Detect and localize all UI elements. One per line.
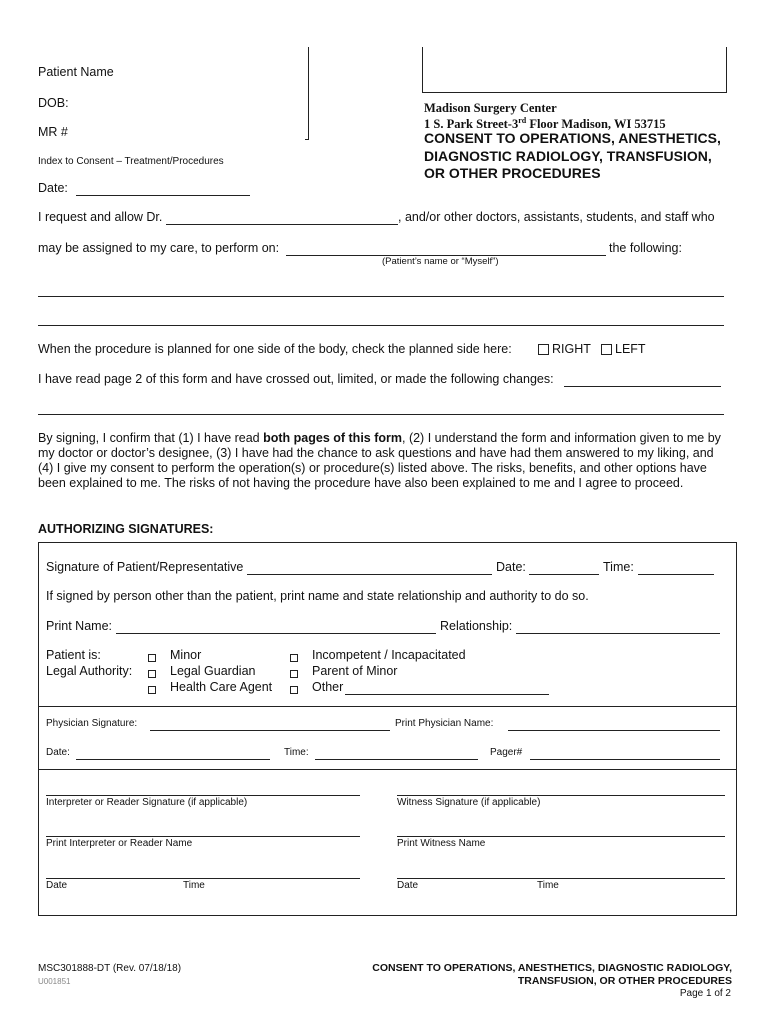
request-line2-prefix: may be assigned to my care, to perform on: bbox=[38, 241, 280, 255]
minor-checkbox[interactable] bbox=[148, 654, 156, 662]
physician-date-field[interactable] bbox=[76, 745, 270, 760]
form-title-line-2: DIAGNOSTIC RADIOLOGY, TRANSFUSION, bbox=[424, 148, 712, 164]
print-interpreter-label: Print Interpreter or Reader Name bbox=[46, 838, 193, 849]
incompetent-checkbox[interactable] bbox=[290, 654, 298, 662]
physician-signature-field[interactable] bbox=[150, 716, 390, 731]
confirm-line-3: (4) I give my consent to perform the operation(s) or procedure(s) listed above. The risks, benefits, and other options have bbox=[38, 461, 707, 475]
doctor-name-field[interactable] bbox=[166, 210, 398, 225]
patient-box-right-border bbox=[308, 47, 309, 139]
left-side-checkbox[interactable] bbox=[601, 344, 612, 355]
minor-label: Minor bbox=[170, 648, 202, 662]
interpreter-signature-label: Interpreter or Reader Signature (if applicable) bbox=[46, 797, 248, 808]
side-label: When the procedure is planned for one side of the body, check the planned side here: bbox=[38, 342, 512, 356]
changes-field-1[interactable] bbox=[564, 372, 721, 387]
request-prefix: I request and allow Dr. bbox=[38, 210, 163, 224]
other-field[interactable] bbox=[345, 680, 549, 695]
confirm-text-1: By signing, I confirm that (1) I have read bbox=[38, 431, 264, 445]
print-interpreter-field[interactable] bbox=[46, 822, 360, 837]
request-line2-suffix: the following: bbox=[609, 241, 682, 255]
confirm-line-2: my doctor or doctor’s designee, (3) I have had the chance to ask questions and have had them answered to my liking, and bbox=[38, 446, 714, 460]
witness-time-label: Time bbox=[537, 880, 559, 891]
patient-date-field[interactable] bbox=[529, 560, 599, 575]
witness-signature-field[interactable] bbox=[397, 781, 725, 796]
health-care-agent-label: Health Care Agent bbox=[170, 680, 273, 694]
legal-guardian-label: Legal Guardian bbox=[170, 664, 256, 678]
patient-time-field[interactable] bbox=[638, 560, 714, 575]
patient-name-field[interactable] bbox=[286, 241, 606, 256]
patient-date-label: Date: bbox=[496, 560, 526, 574]
patient-signature-label: Signature of Patient/Representative bbox=[46, 560, 244, 574]
witness-date-label: Date bbox=[397, 880, 419, 891]
legal-guardian-checkbox[interactable] bbox=[148, 670, 156, 678]
authorizing-heading: AUTHORIZING SIGNATURES: bbox=[38, 522, 214, 536]
changes-label: I have read page 2 of this form and have crossed out, limited, or made the following changes: bbox=[38, 372, 554, 386]
physician-signature-label: Physician Signature: bbox=[46, 718, 138, 729]
procedure-line-1[interactable] bbox=[38, 282, 724, 297]
form-title-line-1: CONSENT TO OPERATIONS, ANESTHETICS, bbox=[424, 130, 721, 146]
header-box-bottom-border bbox=[422, 92, 726, 93]
interpreter-date-time-field[interactable] bbox=[46, 864, 360, 879]
center-name: Madison Surgery Center bbox=[424, 101, 557, 115]
relationship-label: Relationship: bbox=[440, 619, 513, 633]
mr-label: MR # bbox=[38, 125, 68, 139]
other-label: Other bbox=[312, 680, 344, 694]
left-side-label: LEFT bbox=[615, 342, 646, 356]
footer-title-line-2: TRANSFUSION, OR OTHER PROCEDURES bbox=[517, 975, 732, 987]
page-number: Page 1 of 2 bbox=[679, 988, 731, 999]
header-box-left-border bbox=[422, 47, 423, 93]
patient-name-label: Patient Name bbox=[38, 65, 114, 79]
incompetent-label: Incompetent / Incapacitated bbox=[312, 648, 466, 662]
form-code: U001851 bbox=[38, 977, 71, 986]
patient-signature-field[interactable] bbox=[247, 560, 492, 575]
changes-field-2[interactable] bbox=[38, 400, 724, 415]
form-number: MSC301888-DT (Rev. 07/18/18) bbox=[38, 963, 182, 974]
print-witness-label: Print Witness Name bbox=[397, 838, 486, 849]
parent-of-minor-label: Parent of Minor bbox=[312, 664, 398, 678]
physician-divider-bottom bbox=[38, 769, 736, 770]
physician-divider-top bbox=[38, 706, 736, 707]
interpreter-signature-field[interactable] bbox=[46, 781, 360, 796]
witness-signature-label: Witness Signature (if applicable) bbox=[397, 797, 541, 808]
confirm-line-1 bbox=[38, 431, 738, 446]
pager-label: Pager# bbox=[490, 747, 523, 758]
footer-title-line-1: CONSENT TO OPERATIONS, ANESTHETICS, DIAGNOSTIC RADIOLOGY, bbox=[372, 962, 732, 974]
patient-time-label: Time: bbox=[603, 560, 634, 574]
print-witness-field[interactable] bbox=[397, 822, 725, 837]
footer-title bbox=[300, 962, 732, 988]
header-box-right-border bbox=[726, 47, 727, 93]
patient-is-label: Patient is: bbox=[46, 648, 101, 662]
patient-box-bottom-border bbox=[305, 139, 309, 140]
physician-date-label: Date: bbox=[46, 747, 70, 758]
physician-time-field[interactable] bbox=[315, 745, 478, 760]
right-side-label: RIGHT bbox=[552, 342, 591, 356]
confirm-text-1-end: , (2) I understand the form and information given to me by bbox=[402, 431, 721, 445]
address-superscript: rd bbox=[518, 116, 527, 125]
confirm-bold: both pages of this form bbox=[263, 431, 402, 445]
right-side-checkbox[interactable] bbox=[538, 344, 549, 355]
legal-authority-label: Legal Authority: bbox=[46, 664, 133, 678]
procedure-line-2[interactable] bbox=[38, 311, 724, 326]
physician-time-label: Time: bbox=[284, 747, 309, 758]
pager-field[interactable] bbox=[530, 745, 720, 760]
confirm-line-4: been explained to me. The risks of not having the procedure have also been explained to me and I agree to proceed. bbox=[38, 476, 684, 490]
relationship-field[interactable] bbox=[516, 619, 720, 634]
patient-name-hint: (Patient’s name or “Myself”) bbox=[382, 256, 499, 267]
interpreter-time-label: Time bbox=[183, 880, 205, 891]
interpreter-date-label: Date bbox=[46, 880, 68, 891]
health-care-agent-checkbox[interactable] bbox=[148, 686, 156, 694]
address-part-2: Floor Madison, WI 53715 bbox=[526, 117, 666, 132]
form-title-line-3: OR OTHER PROCEDURES bbox=[424, 165, 601, 181]
print-name-label: Print Name: bbox=[46, 619, 112, 633]
confirm-paragraph bbox=[38, 431, 738, 491]
date-field[interactable] bbox=[76, 181, 250, 196]
date-label: Date: bbox=[38, 181, 68, 195]
print-physician-name-label: Print Physician Name: bbox=[395, 718, 494, 729]
other-person-instruction: If signed by person other than the patient, print name and state relationship and authority to do so. bbox=[46, 589, 589, 603]
address-part-1: 1 S. Park Street-3 bbox=[424, 117, 519, 132]
index-label: Index to Consent – Treatment/Procedures bbox=[38, 156, 224, 167]
request-suffix: , and/or other doctors, assistants, students, and staff who bbox=[398, 210, 715, 224]
print-physician-name-field[interactable] bbox=[508, 716, 720, 731]
other-checkbox[interactable] bbox=[290, 686, 298, 694]
parent-of-minor-checkbox[interactable] bbox=[290, 670, 298, 678]
dob-label: DOB: bbox=[38, 96, 69, 110]
witness-date-time-field[interactable] bbox=[397, 864, 725, 879]
print-name-field[interactable] bbox=[116, 619, 436, 634]
